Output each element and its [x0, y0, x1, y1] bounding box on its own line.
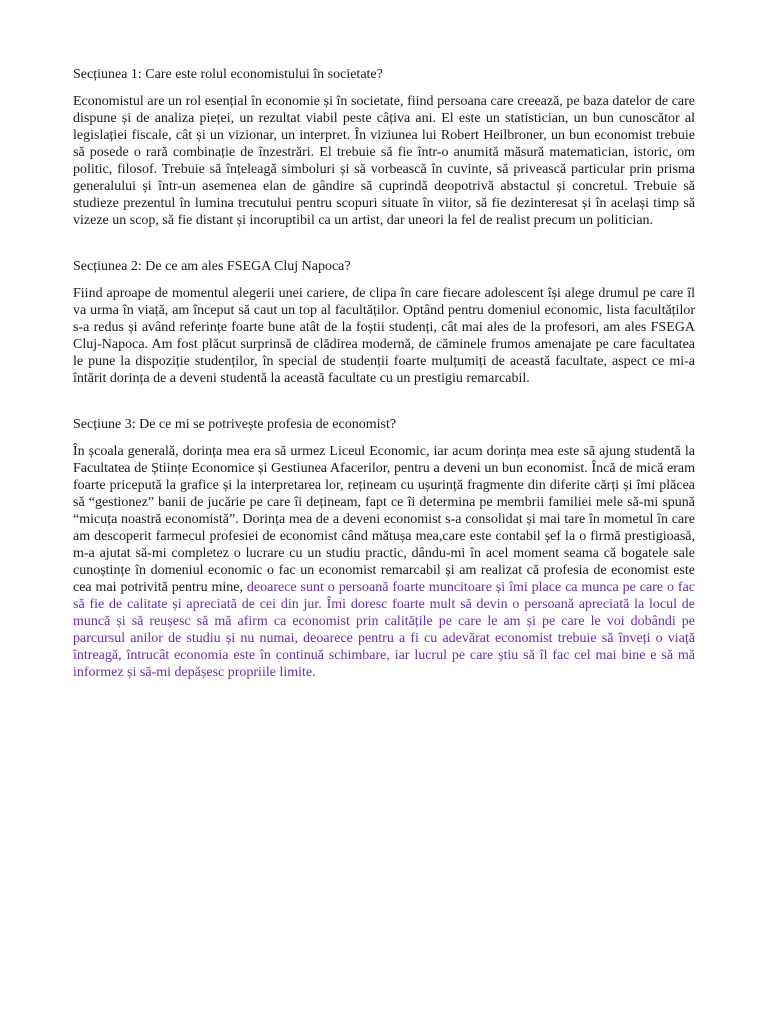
section-3-body: [73, 443, 695, 681]
section-3-body-text: În școala generală, dorința mea era să urmez Liceul Economic, iar acum dorința mea este să ajung studentă la Facultatea de Științe Economice și Gestiunea Afacerilor, pentru a deveni un bun economist. Încă de mică eram foarte pricepută la grafice și la interpretarea lor, rețineam cu ușurință fragmente din diferite cărți și îmi plăcea să “gestionez” banii de jucărie pe care îi dețineam, fapt ce îi determina pe membrii familiei mele să-mi spună “micuța noastră economistă”. Dorința mea de a deveni economist s-a consolidat și mai tare în mometul în care am descoperit farmecul profesiei de economist când mătușa mea,care este contabil șef la o firmă prestigioasă, m-a ajutat să-mi completez o lucrare cu un studiu practic, dându-mi în acel moment seama că bogatele sale cunoștințe în domeniul economic o fac un economist remarcabil și am realizat că profesia de economist este cea mai potrivită pentru mine,: [73, 444, 695, 595]
section-3-heading: Secțiune 3: De ce mi se potrivește profesia de economist?: [73, 417, 397, 432]
section-1-heading: Secțiunea 1: Care este rolul economistului în societate?: [73, 67, 383, 82]
section-2: [73, 258, 695, 387]
section-1-body: Economistul are un rol esențial în economie și în societate, fiind persoana care creează, pe baza datelor de care dispune și de analiza pieței, un rezultat viabil peste câțiva ani. El este un statistician, un bun cunoscător al legislației fiscale, cât și un vizionar, un interpret. În viziunea lui Robert Heilbroner, un bun economist trebuie să posede o rară combinație de înzestrări. El trebuie să fie într-o anumită măsură matematician, istoric, om politic, filosof. Trebuie să înțeleagă simboluri și să vorbească în cuvinte, să privească particular prin prisma generalului și într-un asemenea elan de gândire să cuprindă deopotrivă abstactul și concretul. Trebuie să studieze prezentul în lumina trecutului pentru scopuri situate în viitor, să fie dezinteresat și în același timp să vizeze un scop, să fie distant și incoruptibil ca un artist, dar uneori la fel de realist precum un politician.: [73, 94, 695, 228]
section-2-heading: Secțiunea 2: De ce am ales FSEGA Cluj Napoca?: [73, 259, 351, 274]
section-3: [73, 416, 695, 681]
document-page: [73, 66, 695, 681]
section-2-body: Fiind aproape de momentul alegerii unei cariere, de clipa în care fiecare adolescent își alege drumul pe care îl va urma în viață, am început să caut un top al facultăților. Optând pentru domeniul economic, lista facultăților s-a redus și având referințe foarte bune atât de la foștii studenți, cât mai ales de la profesori, am ales FSEGA Cluj-Napoca. Am fost plăcut surprinsă de clădirea modernă, de căminele frumos amenajate pe care facultatea le pune la dispoziție studenților, în special de studenții foarte mulțumiți de această facultate, aspect ce mi-a întărit dorința de a deveni studentă la această facultate cu un prestigiu remarcabil.: [73, 286, 695, 386]
section-1: [73, 66, 695, 229]
section-3-body-highlight: deoarece sunt o persoană foarte muncitoare și îmi place ca munca pe care o fac să fie de calitate și apreciată de cei din jur. Îmi doresc foarte mult să devin o persoană apreciată la locul de muncă și să reușesc să mă afirm ca economist prin calitățile pe care le am și pe care le voi dobândi pe parcursul anilor de studiu și nu numai, deoarece pentru a fi cu adevărat economist trebuie să înveți o viață întreagă, întrucât economia este în continuă schimbare, iar lucrul pe care știu să îl fac cel mai bine e să mă informez și să-mi depășesc propriile limite.: [73, 580, 696, 680]
